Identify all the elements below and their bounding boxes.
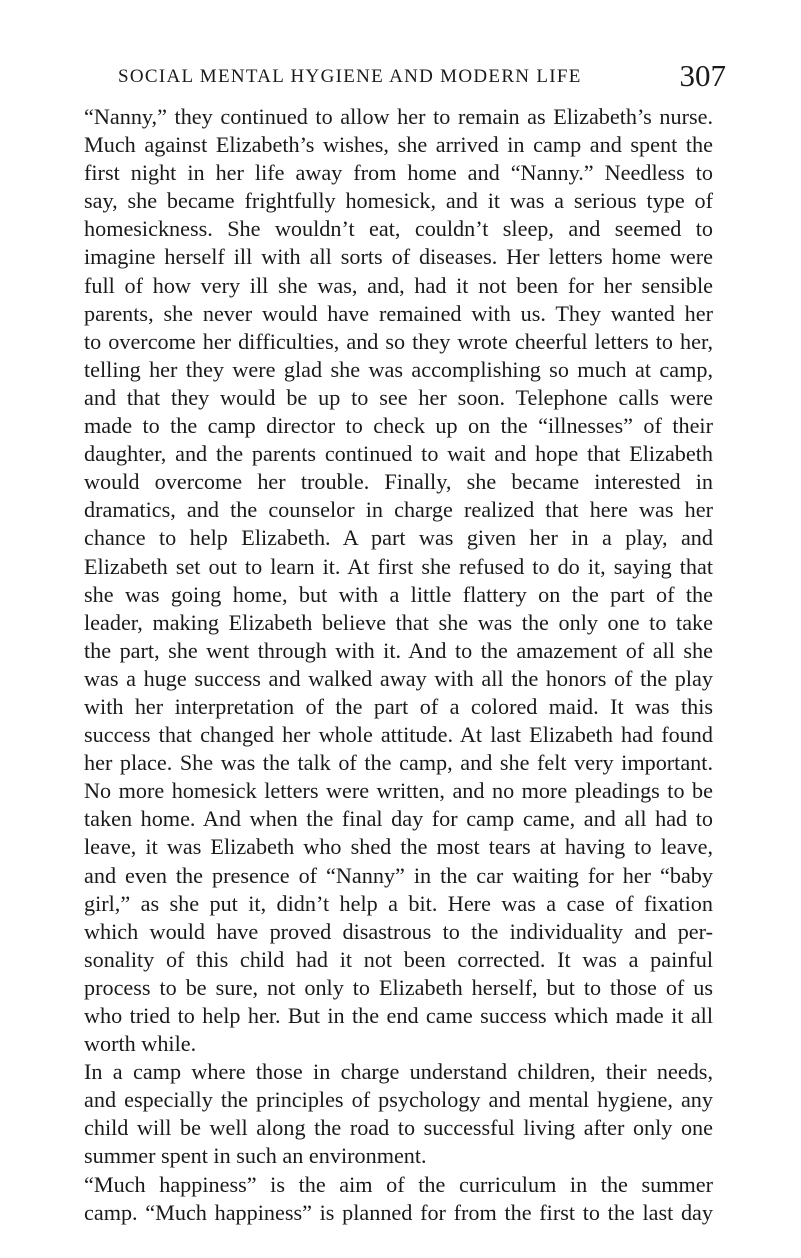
text-line: “Much happiness” is the aim of the curriculum in the summer	[84, 1171, 713, 1197]
text-line: girl,” as she put it, didn’t help a bit. Here was a case of fixation	[84, 890, 713, 916]
text-line: dramatics, and the counselor in charge realized that here was her	[84, 497, 713, 523]
text-line: leader, making Elizabeth believe that she was the only one to take	[84, 609, 713, 635]
running-title: SOCIAL MENTAL HYGIENE AND MODERN LIFE	[118, 66, 582, 87]
text-line: sonality of this child had it not been corrected. It was a painful	[84, 946, 713, 972]
body-text	[84, 103, 713, 1227]
text-line: process to be sure, not only to Elizabeth herself, but to those of us	[84, 974, 713, 1000]
text-line: which would have proved disastrous to the individuality and per-	[84, 918, 713, 944]
text-line: daughter, and the parents continued to wait and hope that Elizabeth	[84, 441, 713, 467]
text-line: camp. “Much happiness” is planned for from the first to the last day	[84, 1199, 713, 1225]
text-line: success that changed her whole attitude. At last Elizabeth had found	[84, 722, 713, 748]
text-line: would overcome her trouble. Finally, she became interested in	[84, 469, 713, 495]
text-line: No more homesick letters were written, and no more pleadings to be	[84, 778, 713, 804]
running-head	[92, 58, 726, 94]
text-line: Elizabeth set out to learn it. At first she refused to do it, saying that	[84, 553, 713, 579]
text-line: and especially the principles of psychology and mental hygiene, any	[84, 1087, 713, 1113]
text-line: to overcome her difficulties, and so they wrote cheerful letters to her,	[84, 328, 713, 354]
text-line: In a camp where those in charge understand children, their needs,	[84, 1059, 713, 1085]
text-line: worth while.	[84, 1031, 197, 1057]
text-line: her place. She was the talk of the camp, and she felt very important.	[84, 750, 713, 776]
text-line: and even the presence of “Nanny” in the car waiting for her “baby	[84, 862, 713, 888]
text-line: homesickness. She wouldn’t eat, couldn’t sleep, and seemed to	[84, 216, 713, 242]
text-line: imagine herself ill with all sorts of diseases. Her letters home were	[84, 244, 713, 270]
text-line: the part, she went through with it. And to the amazement of all she	[84, 637, 713, 663]
text-line: Much against Elizabeth’s wishes, she arrived in camp and spent the	[84, 132, 713, 158]
text-line: taken home. And when the final day for camp came, and all had to	[84, 806, 713, 832]
text-line: child will be well along the road to successful living after only one	[84, 1115, 713, 1141]
page-number: 307	[679, 58, 726, 93]
text-line: summer spent in such an environment.	[84, 1143, 427, 1169]
text-line: and that they would be up to see her soon. Telephone calls were	[84, 384, 713, 410]
text-line: leave, it was Elizabeth who shed the most tears at having to leave,	[84, 834, 713, 860]
text-line: was a huge success and walked away with all the honors of the play	[84, 665, 713, 691]
text-line: first night in her life away from home and “Nanny.” Needless to	[84, 160, 713, 186]
text-line: telling her they were glad she was accomplishing so much at camp,	[84, 356, 713, 382]
text-line: with her interpretation of the part of a colored maid. It was this	[84, 693, 713, 719]
text-line: say, she became frightfully homesick, and it was a serious type of	[84, 188, 713, 214]
text-line: chance to help Elizabeth. A part was given her in a play, and	[84, 525, 713, 551]
text-line: full of how very ill she was, and, had it not been for her sensible	[84, 272, 713, 298]
text-line: made to the camp director to check up on the “illnesses” of their	[84, 413, 713, 439]
text-line: “Nanny,” they continued to allow her to remain as Elizabeth’s nurse.	[84, 104, 713, 129]
text-line: who tried to help her. But in the end came success which made it all	[84, 1003, 713, 1028]
text-line: parents, she never would have remained with us. They wanted her	[84, 300, 713, 326]
text-line: she was going home, but with a little flattery on the part of the	[84, 581, 713, 607]
